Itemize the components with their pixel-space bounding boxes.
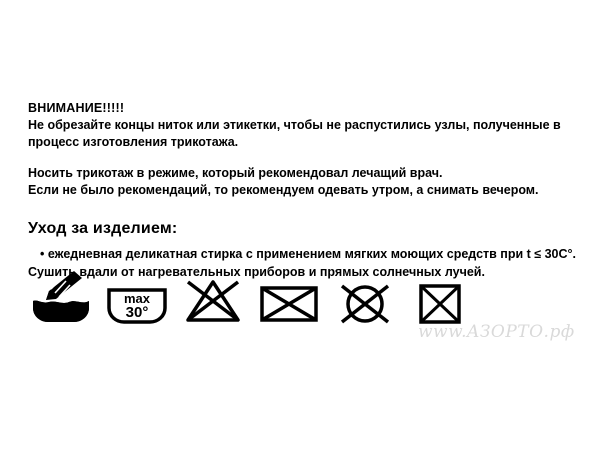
wash-max-30-icon [106, 268, 168, 326]
warning-line-2: процесс изготовления трикотажа. [28, 134, 239, 149]
do-not-bleach-icon [182, 268, 244, 326]
do-not-tumble-dry-icon [258, 268, 320, 326]
text-content [28, 100, 576, 281]
care-bullet-item: • ежедневная деликатная стирка с применением мягких моющих средств при t ≤ 30С°. [40, 247, 577, 262]
warning-body [28, 117, 576, 151]
care-heading: Уход за изделием: [28, 220, 178, 238]
do-not-dry-clean-icon [334, 268, 396, 326]
wash-max-label: max [123, 291, 151, 306]
wash-temp-label: 30° [125, 304, 149, 321]
dry-flat-icon [410, 268, 472, 326]
warning-line-1: Не обрезайте концы ниток или этикетки, чтобы не распустились узлы, полученные в [28, 117, 561, 132]
watermark: www.AЗОРТО.рф [418, 322, 575, 342]
care-symbols-row [30, 268, 472, 326]
care-note: Сушить вдали от нагревательных приборов и прямых солнечных лучей. [28, 264, 485, 279]
wear-line-1: Носить трикотаж в режиме, который рекомендовал лечащий врач. [28, 165, 443, 180]
wear-line-2: Если не было рекомендаций, то рекомендуем одевать утром, а снимать вечером. [28, 182, 539, 197]
warning-title: ВНИМАНИЕ!!!!! [28, 101, 125, 115]
hand-wash-icon [30, 268, 92, 326]
wear-instructions [28, 165, 576, 199]
